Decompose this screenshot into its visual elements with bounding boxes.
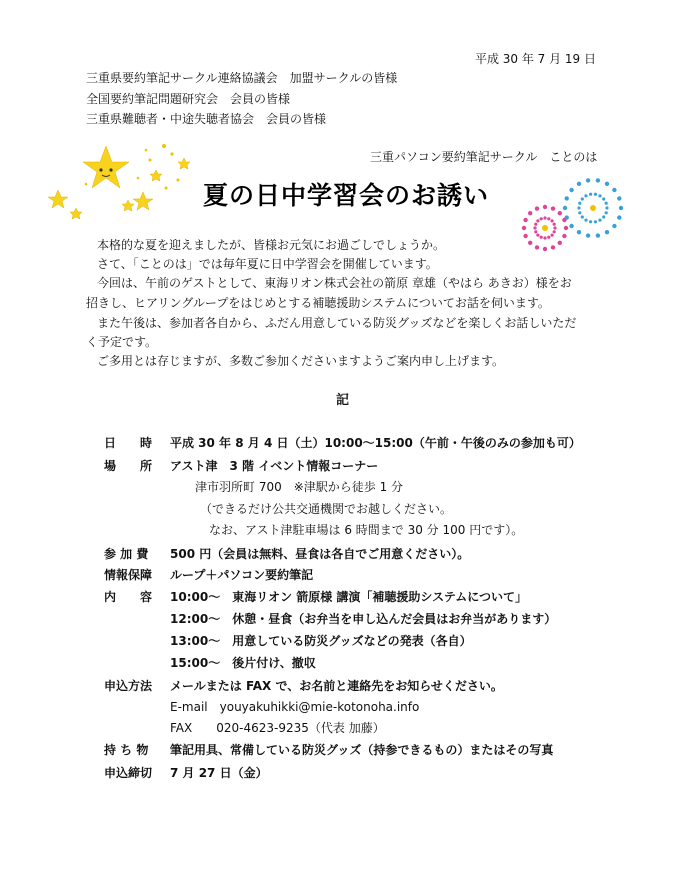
intro-paragraph: く予定です。 — [86, 335, 158, 349]
firework-dot — [596, 233, 600, 237]
firework-dot — [522, 226, 526, 230]
intro-paragraph: 本格的な夏を迎えましたが、皆様お元気にお過ごしでしょうか。 — [97, 238, 446, 252]
fee-value: 500 円（会員は無料、昼食は各自でご用意ください）。 — [170, 547, 470, 561]
firework-dot — [594, 193, 597, 196]
firework-dot — [565, 196, 569, 200]
datetime-value: 平成 30 年 8 月 4 日（土）10:00～15:00（午前・午後のみの参加も可） — [170, 436, 581, 450]
firework-dot — [553, 230, 556, 233]
fax-value: FAX 020-4623-9235（代表 加藤） — [170, 721, 385, 735]
firework-dot — [619, 206, 623, 210]
firework-dot — [578, 211, 581, 214]
firework-dot — [605, 182, 609, 186]
firework-dot — [569, 188, 573, 192]
firework-dot — [581, 215, 584, 218]
apply-value: メールまたは FAX で、お名前と連絡先をお知らせください。 — [170, 679, 503, 693]
firework-dot — [617, 215, 621, 219]
firework-dot — [612, 224, 616, 228]
firework-dot — [605, 202, 608, 205]
email-value: E-mail youyakuhikki@mie-kotonoha.info — [170, 700, 420, 714]
schedule-item: 13:00～ 用意している防災グッズなどの発表（各自） — [170, 634, 472, 648]
fireworks-illustration — [515, 176, 635, 256]
intro-paragraph: さて、「ことのは」では毎年夏に日中学習会を開催しています。 — [97, 257, 438, 271]
firework-dot — [594, 220, 597, 223]
apply-label: 申込方法 — [104, 679, 153, 693]
firework-dot — [553, 223, 556, 226]
firework-dot — [536, 234, 539, 237]
firework-dot — [551, 234, 554, 237]
firework-dot — [547, 236, 550, 239]
firework-core — [542, 225, 548, 231]
firework-dot — [540, 217, 543, 220]
firework-dot — [578, 202, 581, 205]
firework-dot — [547, 217, 550, 220]
deadline-value: 7 月 27 日（金） — [170, 766, 268, 780]
firework-dot — [528, 211, 532, 215]
firework-dot — [589, 220, 592, 223]
firework-dot — [551, 245, 555, 249]
transit-note: （できるだけ公共交通機関でお越しください。 — [200, 502, 453, 516]
content-label: 内 容 — [104, 590, 153, 604]
firework-dot — [553, 226, 556, 229]
firework-dot — [543, 236, 546, 239]
support-label: 情報保障 — [104, 568, 153, 582]
firework-dot — [523, 234, 527, 238]
firework-dot — [605, 230, 609, 234]
firework-dot — [617, 196, 621, 200]
firework-dot — [562, 218, 566, 222]
firework-dot — [540, 236, 543, 239]
place-label: 場 所 — [104, 459, 153, 473]
deadline-label: 申込締切 — [104, 766, 153, 780]
intro-paragraph: 今回は、午前のゲストとして、東海リオン株式会社の箭原 章雄（やはら あきお）様をお — [97, 276, 572, 290]
recipient-line: 三重県難聴者・中途失聴者協会 会員の皆様 — [86, 112, 327, 126]
firework-dot — [569, 224, 573, 228]
firework-dot — [577, 206, 580, 209]
page-title: 夏の日中学習会のお誘い — [203, 181, 490, 210]
firework-dot — [596, 178, 600, 182]
firework-dot — [562, 234, 566, 238]
firework-dot — [598, 194, 601, 197]
intro-paragraph: ご多用とは存じますが、多数ご参加くださいますようご案内申し上げます。 — [97, 354, 505, 368]
firework-dot — [605, 211, 608, 214]
firework-dot — [577, 230, 581, 234]
firework-dot — [551, 206, 555, 210]
firework-dot — [586, 233, 590, 237]
document-date: 平成 30 年 7 月 19 日 — [474, 52, 596, 66]
schedule-item: 15:00～ 後片付け、撤収 — [170, 656, 316, 670]
fee-label: 参 加 費 — [104, 547, 149, 561]
firework-dot — [534, 230, 537, 233]
firework-dot — [533, 226, 536, 229]
firework-dot — [602, 197, 605, 200]
parking-note: なお、アスト津駐車場は 6 時間まで 30 分 100 円です）。 — [209, 523, 524, 537]
firework-dot — [605, 206, 608, 209]
firework-dot — [584, 219, 587, 222]
datetime-label: 日 時 — [104, 436, 153, 450]
firework-dot — [584, 194, 587, 197]
address-value: 津市羽所町 700 ※津駅から徒歩 1 分 — [195, 480, 404, 494]
intro-paragraph: 招きし、ヒアリングループをはじめとする補聴援助システムについてお話を伺います。 — [86, 296, 550, 310]
firework-dot — [543, 205, 547, 209]
firework-dot — [598, 219, 601, 222]
firework-core — [590, 205, 596, 211]
firework-dot — [602, 215, 605, 218]
firework-dot — [589, 193, 592, 196]
intro-paragraph: また午後は、参加者各自から、ふだん用意している防災グッズなどを楽しくお話しいただ — [97, 316, 577, 330]
schedule-item: 12:00～ 休憩・昼食（お弁当を申し込んだ会員はお弁当があります） — [170, 612, 557, 626]
firework-dot — [564, 226, 568, 230]
big-star-icon — [83, 146, 129, 188]
firework-dot — [536, 219, 539, 222]
firework-dot — [528, 241, 532, 245]
firework-dot — [523, 218, 527, 222]
organizer-name: 三重パソコン要約筆記サークル ことのは — [370, 150, 598, 164]
firework-dot — [563, 206, 567, 210]
firework-dot — [534, 223, 537, 226]
place-value: アスト津 3 階 イベント情報コーナー — [170, 459, 379, 473]
firework-dot — [586, 178, 590, 182]
stars-illustration — [46, 140, 196, 220]
firework-dot — [558, 211, 562, 215]
firework-dot — [543, 247, 547, 251]
firework-dot — [535, 245, 539, 249]
support-value: ループ＋パソコン要約筆記 — [170, 568, 314, 582]
recipient-line: 三重県要約筆記サークル連絡協議会 加盟サークルの皆様 — [86, 71, 398, 85]
firework-dot — [543, 216, 546, 219]
firework-dot — [558, 241, 562, 245]
firework-dot — [577, 182, 581, 186]
recipient-line: 全国要約筆記問題研究会 会員の皆様 — [86, 92, 291, 106]
firework-dot — [535, 206, 539, 210]
firework-dot — [551, 219, 554, 222]
ki-heading: 記 — [336, 393, 350, 408]
bring-value: 筆記用具、常備している防災グッズ（持参できるもの）またはその写真 — [170, 743, 554, 757]
firework-dot — [612, 188, 616, 192]
schedule-item: 10:00～ 東海リオン 箭原様 講演「補聴援助システムについて」 — [170, 590, 527, 604]
bring-label: 持 ち 物 — [104, 743, 149, 757]
firework-dot — [581, 197, 584, 200]
